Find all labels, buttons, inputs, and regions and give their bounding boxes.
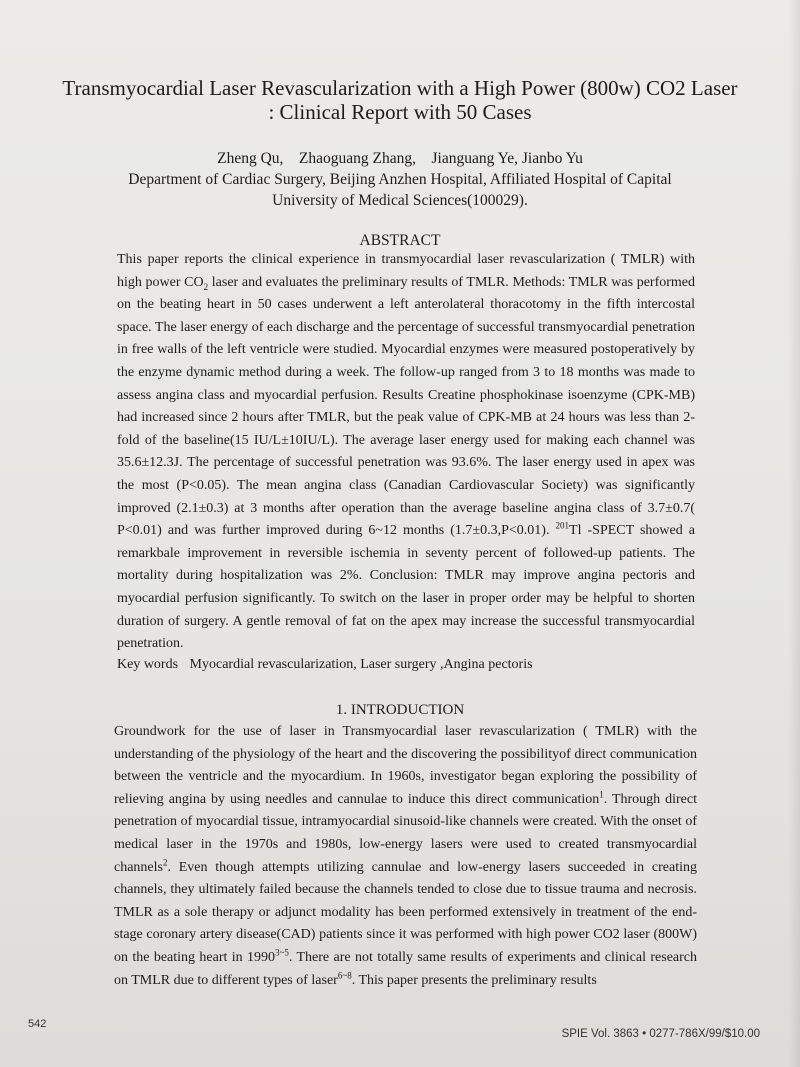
reference-3: 3~5 (275, 947, 289, 958)
intro-part-4: . There are not totally same results of experiments and clinical research on TMLR due to different types of laser (114, 949, 697, 988)
paper-title: Transmyocardial Laser Revascularization with a High Power (800w) CO2 Laser : Clinical Report with 50 Cases (62, 76, 738, 124)
page-gutter-shadow (788, 0, 800, 1067)
affiliation-line-1: Department of Cardiac Surgery, Beijing Anzhen Hospital, Affiliated Hospital of Capital (128, 171, 672, 188)
abstract-part-2: laser and evaluates the preliminary results of TMLR. Methods: TMLR was performed on the beating heart in 50 cases underwent a left anterolateral thoracotomy in the fifth intercostal space. The laser energy of each discharge and the percentage of successful transmyocardial penetration in free walls of the left ventricle were studied. Myocardial enzymes were measured postoperatively by the enzyme dynamic method during a week. The follow-up ranged from 3 to 18 months was made to assess angina class and myocardial perfusion. Results Creatine phosphokinase isoenzyme (CPK-MB) had increased since 2 hours after TMLR, but the peak value of CPK-MB at 24 hours was less than 2-fold of the baseline(15 IU/L±10IU/L). The average laser energy used for making each channel was 35.6±12.3J. The percentage of successful penetration was 93.6%. The laser energy used in apex was the most (P<0.05). The mean angina class (Canadian Cardiovascular Society) was significantly improved (2.1±0.3) at 3 months after operation than the average baseline angina class of 3.7±0.7( P<0.01) and was further improved during 6~12 months (1.7±0.3,P<0.01). (117, 274, 695, 539)
author-block (60, 148, 740, 211)
intro-part-2: . Through direct penetration of myocardial tissue, intramyocardial sinusoid-like channels were created. With the onset of medical laser in the 1970s and 1980s, low-energy lasers were used to created transmyocardial channels (114, 791, 697, 875)
introduction-text (114, 721, 697, 992)
abstract-part-1: This paper reports the clinical experience in transmyocardial laser revascularization ( TMLR) with high power CO (117, 252, 695, 290)
journal-footer: SPIE Vol. 3863 • 0277-786X/99/$10.00 (561, 1028, 760, 1040)
intro-part-3: . Even though attempts utilizing cannulae and low-energy lasers succeeded in creating channels, they ultimately failed because the channels tended to close due to tissue trauma and necrosis. TMLR as a sole therapy or adjunct modality has been performed extensively in treatment of the end-stage coronary artery disease(CAD) patients since it was performed with high power CO2 laser (800W) on the beating heart in 1990 (114, 859, 697, 965)
author-list: Zheng Qu, Zhaoguang Zhang, Jianguang Ye, Jianbo Yu (217, 150, 583, 167)
introduction-heading: 1. INTRODUCTION (335, 702, 465, 718)
keywords-label: Key words (117, 657, 179, 672)
thallium-superscript: 201 (555, 520, 570, 531)
keywords-list: Myocardial revascularization, Laser surgery ,Angina pectoris (189, 657, 533, 672)
reference-1: 1 (599, 789, 604, 800)
intro-part-1: Groundwork for the use of laser in Transmyocardial laser revascularization ( TMLR) with the understanding of the physiology of the heart and the discovering the possibilityof direct communication between the ventricle and the myocardium. In 1960s, investigator began exploring the possibility of relieving angina by using needles and cannulae to induce this direct communication (114, 724, 697, 807)
abstract-text (117, 249, 695, 656)
keywords-line (117, 655, 695, 675)
affiliation-line-2: University of Medical Sciences(100029). (272, 192, 528, 209)
abstract-heading: ABSTRACT (359, 232, 441, 249)
abstract-part-3: Tl -SPECT showed a remarkbale improvement in reversible ischemia in seventy percent of followed-up patients. The mortality during hospitalization was 2%. Conclusion: TMLR may improve angina pectoris and myocardial perfusion significantly. To switch on the laser in proper order may be helpful to shorten duration of surgery. A gentle removal of fat on the apex may increase the successful transmyocardial penetration. (117, 523, 695, 652)
reference-4: 6~8 (337, 969, 352, 980)
co2-subscript: 2 (203, 281, 209, 292)
page-number: 542 (28, 1018, 47, 1030)
intro-part-5: . This paper presents the preliminary results (351, 972, 597, 988)
reference-2: 2 (162, 856, 168, 867)
